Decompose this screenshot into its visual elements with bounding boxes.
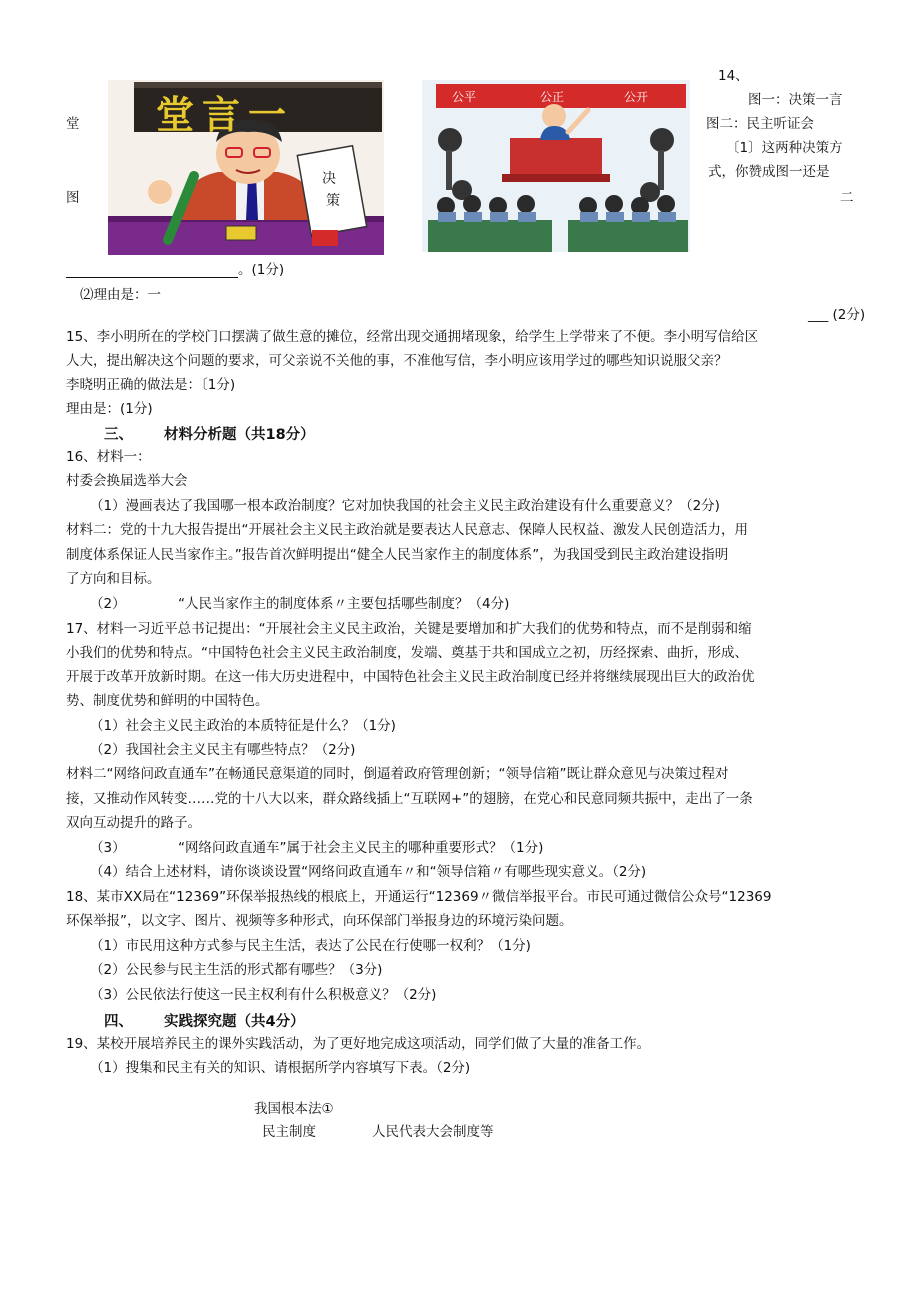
cartoon2-banner-word-3: 公开	[624, 90, 649, 104]
q15-line-1: 15、李小明所在的学校门口摆满了做生意的摊位，经常出现交通拥堵现象，给学生上学带来了不便。李小明写信给区	[66, 329, 759, 345]
q15-line-2: 人大，提出解决这个问题的要求，可父亲说不关他的事，不准他写信，李小明应该用学过的哪些知识说服父亲？	[66, 353, 728, 369]
section3-title: 材料分析题（共18分）	[164, 427, 315, 443]
q15-line-4: 理由是：(1分)	[66, 401, 153, 417]
q17-line-3: 开展于改革开放新时期。在这一伟大历史进程中，中国特色社会主义民主政治制度已经并将继续展现出巨大的政治优	[66, 669, 755, 685]
q17-line-11: （4）结合上述材料，请你谈谈设置“网络问政直通车〃和“领导信箱〃有哪些现实意义。（2分)	[90, 864, 647, 880]
section4-num: 四、	[104, 1014, 133, 1030]
cartoon-public-hearing	[422, 80, 690, 252]
q14-score-2: ___ (2分)	[808, 307, 866, 323]
cartoon-public-hearing-art	[422, 80, 690, 252]
q17-line-10b: “网络问政直通车”属于社会主义民主的哪种重要形式？（1分)	[178, 840, 544, 856]
q14-left-char-2: 图	[66, 190, 80, 206]
section4-title: 实践探究题（共4分）	[164, 1014, 305, 1030]
q15-line-3: 李晓明正确的做法是：〔1分)	[66, 377, 236, 393]
q16-line-7a: （2）	[90, 596, 126, 612]
q18-line-2: 环保举报”，以文字、图片、视频等多种形式，向环保部门举报身边的环境污染问题。	[66, 913, 573, 929]
q17-line-9: 双向互动提升的路子。	[66, 815, 201, 831]
cartoon1-banner-text: 堂言一	[156, 92, 295, 137]
q14-answer-row-1	[66, 258, 284, 278]
cartoon-one-man-decision	[108, 80, 384, 255]
q14-fig2-label: 图二：民主听证会	[706, 116, 814, 132]
q18-line-1: 18、某市XX局在“12369”环保举报热线的根底上，开通运行“12369〃微信举报平台。市民可通过微信公众号“12369	[66, 889, 772, 905]
q14-answer-blank[interactable]	[66, 263, 238, 278]
cartoon1-paper-text-1: 决	[322, 171, 336, 187]
q19-line-1: 19、某校开展培养民主的课外实践活动，为了更好地完成这项活动，同学们做了大量的准备工作。	[66, 1036, 651, 1052]
q17-line-5: （1）社会主义民主政治的本质特征是什么？（1分)	[90, 718, 396, 734]
q18-line-5: （3）公民依法行使这一民主权利有什么积极意义？（2分)	[90, 987, 437, 1003]
q14-reason-label: ⑵理由是：一	[80, 287, 161, 303]
q16-line-2: 村委会换届选举大会	[66, 473, 188, 489]
q14-question-part-b: 式，你赞成图一还是	[708, 164, 830, 180]
q17-line-7: 材料二“网络问政直通车”在畅通民意渠道的同时，倒逼着政府管理创新；“领导信箱”既让群众意见与决策过程对	[66, 766, 729, 782]
q17-line-10a: （3）	[90, 840, 126, 856]
q19-table-row-1: 我国根本法①	[254, 1101, 334, 1117]
q18-line-4: （2）公民参与民主生活的形式都有哪些？（3分)	[90, 962, 383, 978]
q18-line-3: （1）市民用这种方式参与民主生活，表达了公民在行使哪一权利？（1分)	[90, 938, 531, 954]
q14-fig1-label: 图一：决策一言	[748, 92, 843, 108]
q14-left-char-1: 堂	[66, 116, 80, 132]
q14-right-char: 二	[840, 190, 854, 206]
q17-line-6: （2）我国社会主义民主有哪些特点？（2分)	[90, 742, 356, 758]
q14-number: 14、	[718, 68, 749, 84]
q14-question-part-a: 〔1〕这两种决策方	[726, 140, 843, 156]
cartoon1-paper-text-2: 策	[326, 193, 340, 209]
q16-line-3: （1）漫画表达了我国哪一根本政治制度？它对加快我国的社会主义民主政治建设有什么重要意义？（2分)	[90, 498, 720, 514]
cartoon2-banner-word-1: 公平	[452, 90, 477, 104]
q16-line-1: 16、材料一：	[66, 449, 151, 465]
q16-line-4: 材料二：党的十九大报告提出“开展社会主义民主政治就是要表达人民意志、保障人民权益、激发人民创造活力，用	[66, 522, 748, 538]
q14-score-1: 。(1分)	[238, 262, 285, 278]
q17-line-2: 小我们的优势和特点。“中国特色社会主义民主政治制度，发端、奠基于共和国成立之初，历经探索、曲折，形成、	[66, 645, 748, 661]
q16-line-6: 了方向和目标。	[66, 571, 161, 587]
q17-line-8: 接，又推动作风转变……党的十八大以来，群众路线插上“互联网+”的翅膀，在党心和民意同频共振中，走出了一条	[66, 791, 753, 807]
q17-line-1: 17、材料一习近平总书记提出：“开展社会主义民主政治，关键是要增加和扩大我们的优势和特点，而不是削弱和缩	[66, 621, 752, 637]
q19-table-row-2a: 民主制度	[262, 1124, 316, 1140]
section3-num: 三、	[104, 427, 133, 443]
q19-line-2: （1）搜集和民主有关的知识、请根据所学内容填写下表。（2分)	[90, 1060, 471, 1076]
q19-table-row-2b: 人民代表大会制度等	[372, 1124, 494, 1140]
q16-line-7b: “人民当家作主的制度体系〃主要包括哪些制度？（4分)	[178, 596, 510, 612]
cartoon2-banner-word-2: 公正	[540, 90, 565, 104]
q17-line-4: 势、制度优势和鲜明的中国特色。	[66, 693, 269, 709]
q16-line-5: 制度体系保证人民当家作主。”报告首次鲜明提出“健全人民当家作主的制度体系”，为我国受到民主政治建设指明	[66, 547, 729, 563]
